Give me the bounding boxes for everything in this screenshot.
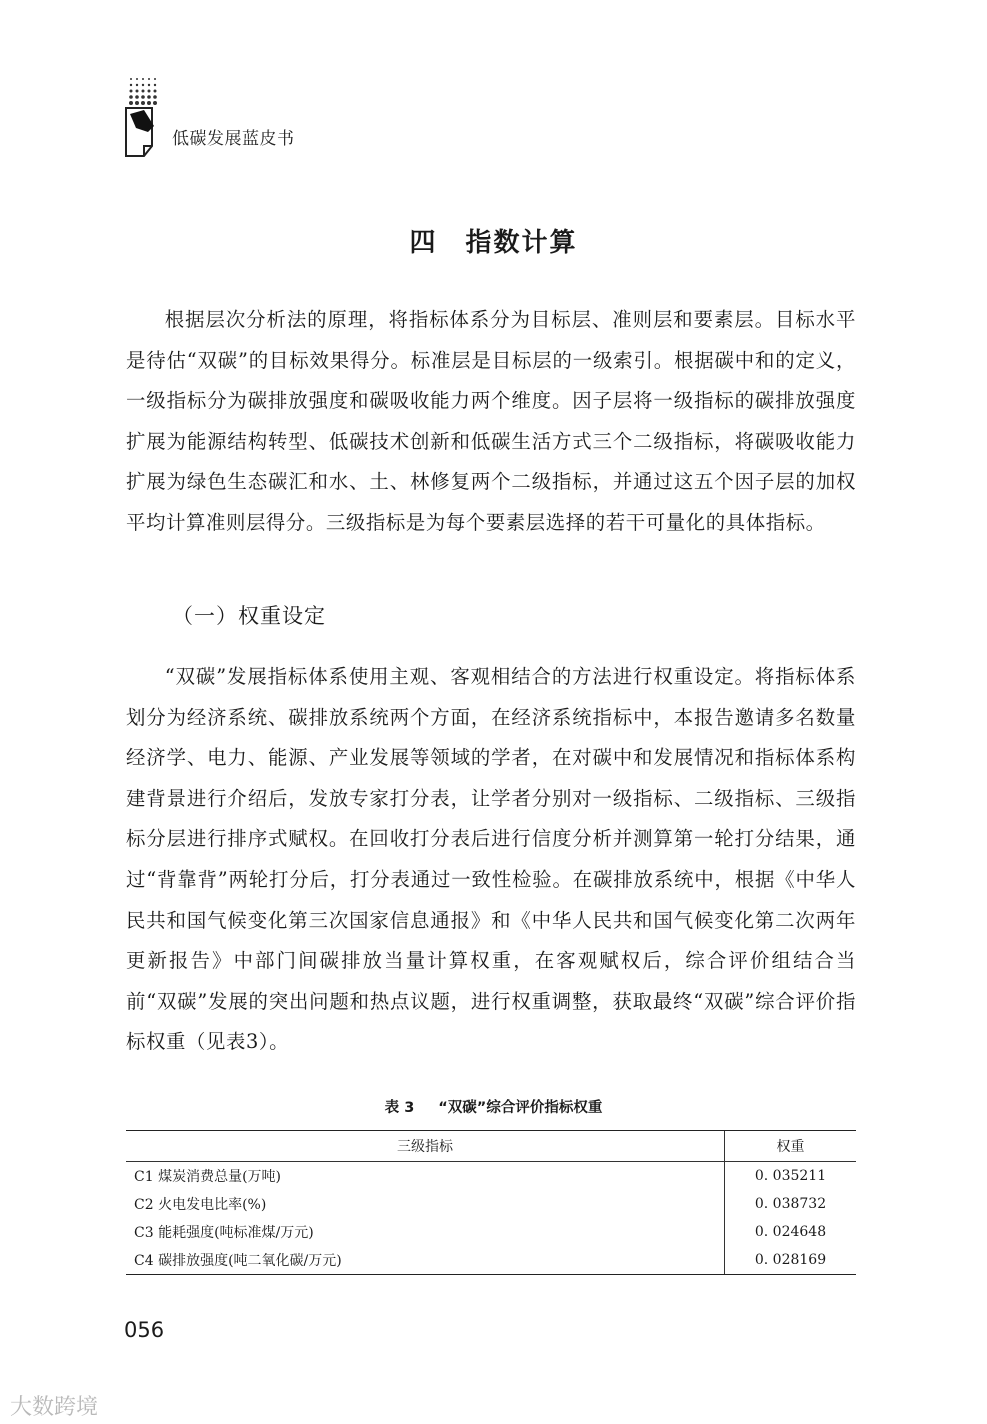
table-caption-number: 表 3 [384, 1100, 415, 1116]
column-header-indicator: 三级指标 [126, 1131, 725, 1162]
table-header-row [126, 1131, 856, 1162]
column-header-weight: 权重 [725, 1131, 857, 1162]
body-paragraph-2: “双碳”发展指标体系使用主观、客观相结合的方法进行权重设定。将指标体系划分为经济系统、碳排放系统两个方面，在经济系统指标中，本报告邀请多名数量经济学、电力、能源、产业发展等领域的学者，在对碳中和发展情况和指标体系构建背景进行介绍后，发放专家打分表，让学者分别对一级指标、二级指标、三级指标分层进行排序式赋权。在回收打分表后进行信度分析并测算第一轮打分结果，通过“背靠背”两轮打分后，打分表通过一致性检验。在碳排放系统中，根据《中华人民共和国气候变化第三次国家信息通报》和《中华人民共和国气候变化第二次两年更新报告》中部门间碳排放当量计算权重，在客观赋权后，综合评价组结合当前“双碳”发展的突出问题和热点议题，进行权重调整，获取最终“双碳”综合评价指标权重（见表3）。 [126, 665, 856, 1054]
watermark: 大数跨境 [10, 1395, 99, 1420]
table-row [126, 1218, 856, 1246]
chapter-heading [0, 222, 987, 259]
weight-cell: 0. 038732 [725, 1190, 857, 1218]
weight-cell: 0. 035211 [725, 1162, 857, 1191]
section-heading: （一）权重设定 [172, 604, 326, 628]
series-title: 低碳发展蓝皮书 [172, 129, 295, 149]
weight-cell: 0. 024648 [725, 1218, 857, 1246]
indicator-cell: C3 能耗强度(吨标准煤/万元) [134, 1225, 314, 1241]
bluebook-icon [124, 106, 160, 158]
chapter-title: 指数计算 [465, 228, 578, 258]
indicator-cell: C2 火电发电比率(%) [134, 1197, 267, 1213]
indicator-cell: C4 碳排放强度(吨二氧化碳/万元) [126, 1246, 725, 1275]
table-row [126, 1190, 856, 1218]
table-caption-title: “双碳”综合评价指标权重 [438, 1100, 603, 1116]
indicator-cell: C1 煤炭消费总量(万吨) [134, 1169, 281, 1185]
table-caption [0, 1096, 987, 1117]
weights-table [126, 1130, 856, 1275]
chapter-number: 四 [409, 228, 438, 258]
page-number: 056 [124, 1318, 165, 1342]
table-row [126, 1246, 856, 1275]
table-row [126, 1162, 856, 1191]
body-paragraph-1: 根据层次分析法的原理，将指标体系分为目标层、准则层和要素层。目标水平是待估“双碳”的目标效果得分。标准层是目标层的一级索引。根据碳中和的定义，一级指标分为碳排放强度和碳吸收能力两个维度。因子层将一级指标的碳排放强度扩展为能源结构转型、低碳技术创新和低碳生活方式三个二级指标，将碳吸收能力扩展为绿色生态碳汇和水、土、林修复两个二级指标，并通过这五个因子层的加权平均计算准则层得分。三级指标是为每个要素层选择的若干可量化的具体指标。 [126, 308, 856, 534]
header-dot-pattern [128, 76, 160, 106]
weight-cell: 0. 028169 [725, 1246, 857, 1275]
